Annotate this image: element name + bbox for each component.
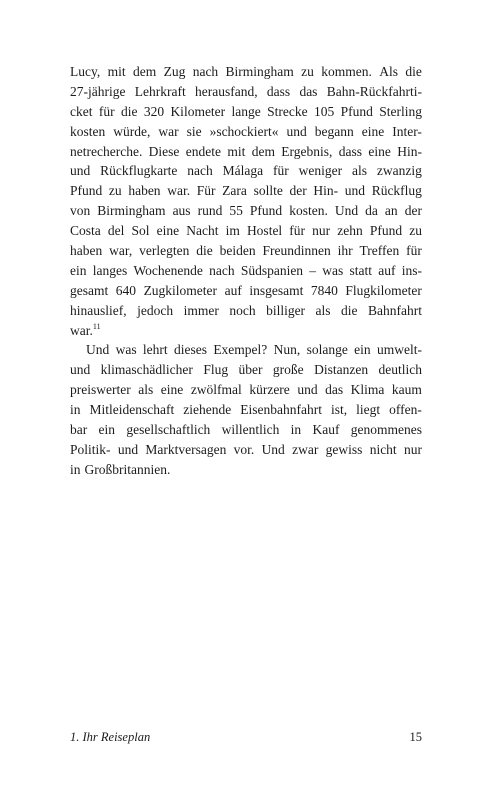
word: noch [229, 302, 256, 318]
word: kosten. [289, 203, 328, 219]
word: Rückflugkarte [100, 163, 178, 179]
word: genommenes [350, 422, 422, 438]
word: Klima [350, 382, 385, 398]
word: das [299, 83, 318, 99]
word: zwölfmal [190, 382, 242, 398]
word: war.$^{11}$ [70, 321, 101, 338]
word: was [322, 262, 344, 278]
word: mit [107, 64, 126, 79]
text-line [70, 142, 422, 162]
word: nur [403, 441, 422, 457]
word: nach [192, 64, 219, 79]
text-line [70, 82, 422, 102]
word: was [115, 342, 137, 358]
word: und [297, 382, 318, 398]
word: in [290, 422, 302, 438]
word: sollte [253, 183, 283, 199]
word: gewiss [325, 441, 363, 457]
word: 320 [143, 103, 165, 119]
word: Wochenende [133, 262, 203, 278]
word: Südspanien [240, 262, 304, 278]
word: Costa [70, 223, 101, 239]
word: die [341, 302, 358, 318]
word: da [365, 203, 378, 219]
text-line [70, 62, 422, 82]
word: Für [196, 183, 216, 199]
text-line [70, 340, 422, 360]
text-line [70, 281, 422, 301]
word: Nacht [186, 223, 219, 239]
word: preiswerter [70, 382, 131, 398]
word: zehn [337, 223, 363, 239]
word: Lucy, [70, 64, 101, 79]
word: Sol [131, 223, 150, 239]
word: Politik- [70, 441, 111, 457]
word: klimaschädlicher [100, 362, 193, 378]
word: zwar [292, 441, 319, 457]
word: ihr [337, 243, 353, 259]
word: Zug [163, 64, 186, 79]
word: cket [70, 103, 93, 119]
word: kosten [70, 123, 106, 139]
text-line [70, 181, 422, 201]
text-line [70, 321, 422, 341]
text-line [70, 201, 422, 221]
word: das [325, 382, 344, 398]
text-line [70, 161, 422, 181]
word: Marktversagen [145, 441, 227, 457]
word: zu [301, 64, 314, 79]
word: solange [306, 342, 348, 358]
word: haben [70, 243, 103, 259]
word: auf [378, 262, 396, 278]
word: 7840 [310, 282, 338, 298]
word: 105 [313, 103, 335, 119]
word: Zugkilometer [143, 282, 218, 298]
word: war [158, 123, 179, 139]
word: Hin- [313, 183, 339, 199]
word: Exempel? [213, 342, 268, 358]
word: billiger [266, 302, 306, 318]
word: zwanzig [376, 163, 422, 179]
word: verlegten [139, 243, 190, 259]
word: die [196, 243, 213, 259]
word: Inter- [392, 123, 422, 139]
word: ein [98, 422, 116, 438]
word: Pfund [249, 203, 283, 219]
word: würde, [113, 123, 151, 139]
word: Kauf [312, 422, 340, 438]
word: herausfand, [195, 83, 258, 99]
word: eine [368, 143, 391, 159]
word: über [238, 362, 263, 378]
text-line [70, 122, 422, 142]
word: und [70, 362, 91, 378]
word: Treffen [359, 243, 400, 259]
word: Flugkilometer [345, 282, 422, 298]
word: Eisenbahnfahrt [240, 402, 322, 418]
word: eine [160, 382, 184, 398]
page-number: 15 [409, 730, 422, 744]
footnote-marker: 11 [92, 321, 101, 331]
word: Hostel [246, 223, 283, 239]
word: kommen. [321, 64, 372, 79]
word: ein [354, 342, 371, 358]
word: statt [349, 262, 373, 278]
word: Und [261, 441, 285, 457]
running-footer-chapter: 1. Ihr Reiseplan [70, 730, 151, 744]
word: Bahnfahrt [368, 302, 422, 318]
text-line [70, 460, 422, 480]
word: Birmingham [97, 203, 166, 219]
word: gesellschaftlich [126, 422, 211, 438]
word: aus [172, 203, 191, 219]
text-line [70, 221, 422, 241]
word: auf [224, 282, 242, 298]
word: eine [156, 223, 180, 239]
word: sie [186, 123, 202, 139]
word: als [315, 302, 331, 318]
word: lange [231, 103, 261, 119]
word: als [138, 382, 154, 398]
word: langes [92, 262, 128, 278]
word: im [225, 223, 240, 239]
word: Rückflug [371, 183, 422, 199]
word: Birmingham [225, 64, 294, 79]
word: haben [128, 183, 161, 199]
word: der [404, 203, 422, 219]
word: als [352, 163, 368, 179]
text-line [70, 301, 422, 321]
word: in [70, 402, 81, 418]
word: kaum [391, 382, 422, 398]
word: vor. [233, 441, 255, 457]
word: nicht [369, 441, 397, 457]
word: lehrt [142, 342, 168, 358]
word: ist, [331, 402, 348, 418]
text-line [70, 420, 422, 440]
word: dem [132, 64, 157, 79]
word: Als [379, 64, 399, 79]
word: Málaga [222, 163, 264, 179]
word: 27-jährige [70, 83, 126, 99]
word: bar [70, 422, 88, 438]
word: Kilometer [170, 103, 226, 119]
word: dass [338, 143, 363, 159]
word: jedoch [137, 302, 174, 318]
word: große [272, 362, 304, 378]
word: nur [312, 223, 331, 239]
word: Flug [203, 362, 229, 378]
word: ziehende [183, 402, 232, 418]
word: offen- [389, 402, 422, 418]
word: Großbritannien. [84, 461, 171, 477]
word: dass [266, 83, 291, 99]
word: Lehrkraft [134, 83, 186, 99]
text-line [70, 102, 422, 122]
word: gesamt [70, 282, 109, 298]
word: beiden [219, 243, 256, 259]
text-line [70, 360, 422, 380]
word: rund [197, 203, 223, 219]
word: Freundinnen [262, 243, 331, 259]
word: netrecherche. [70, 143, 143, 159]
word: in [70, 461, 81, 477]
word: insgesamt [249, 282, 304, 298]
text-line [70, 400, 422, 420]
word: nach [187, 163, 213, 179]
word: immer [183, 302, 219, 318]
word: eine [361, 123, 385, 139]
word: endete [185, 143, 221, 159]
word: dem [251, 143, 275, 159]
word: hinauslief, [70, 302, 127, 318]
word: und [117, 441, 139, 457]
word: Pfund [369, 223, 403, 239]
word: Strecke [267, 103, 308, 119]
word: war. [167, 183, 191, 199]
word: die [120, 103, 138, 119]
page-footer [70, 730, 422, 745]
word: für [273, 163, 289, 179]
word: an [384, 203, 398, 219]
word: und [344, 183, 366, 199]
word: ein [70, 262, 87, 278]
word: für [289, 223, 306, 239]
word: ins- [401, 262, 422, 278]
word: 640 [115, 282, 137, 298]
word: von [70, 203, 91, 219]
word: der [289, 183, 307, 199]
word: 55 [229, 203, 243, 219]
word: Hin- [397, 143, 422, 159]
word: und [286, 123, 307, 139]
text-line [70, 261, 422, 281]
word: Ergebnis, [281, 143, 333, 159]
word: del [107, 223, 125, 239]
text-line [70, 440, 422, 460]
word: Diese [148, 143, 180, 159]
word: dieses [173, 342, 207, 358]
word: willentlich [221, 422, 280, 438]
word: mit [227, 143, 246, 159]
word: begann [314, 123, 354, 139]
word: weniger [298, 163, 343, 179]
word: und [70, 163, 91, 179]
word: nach [209, 262, 235, 278]
word: Nun, [273, 342, 301, 358]
text-line [70, 380, 422, 400]
word: Distanzen [314, 362, 369, 378]
word: Und [86, 342, 110, 358]
word: für [406, 243, 422, 259]
word: – [309, 262, 317, 278]
word: Mitleidenschaft [89, 402, 175, 418]
word: zu [409, 223, 422, 239]
word: kürzere [249, 382, 290, 398]
body-text [70, 62, 422, 480]
word: Zara [222, 183, 247, 199]
word: Bahn-Rückfahrti- [326, 83, 422, 99]
word: Und [334, 203, 359, 219]
word: zu [108, 183, 122, 199]
word: Sterling [379, 103, 422, 119]
word: die [405, 64, 422, 79]
word: deutlich [378, 362, 422, 378]
word: »schockiert« [209, 123, 279, 139]
word: Pfund [70, 183, 103, 199]
word: umwelt- [376, 342, 422, 358]
text-line [70, 241, 422, 261]
word: Pfund [340, 103, 373, 119]
word: für [98, 103, 115, 119]
word: war, [109, 243, 133, 259]
word: liegt [356, 402, 381, 418]
